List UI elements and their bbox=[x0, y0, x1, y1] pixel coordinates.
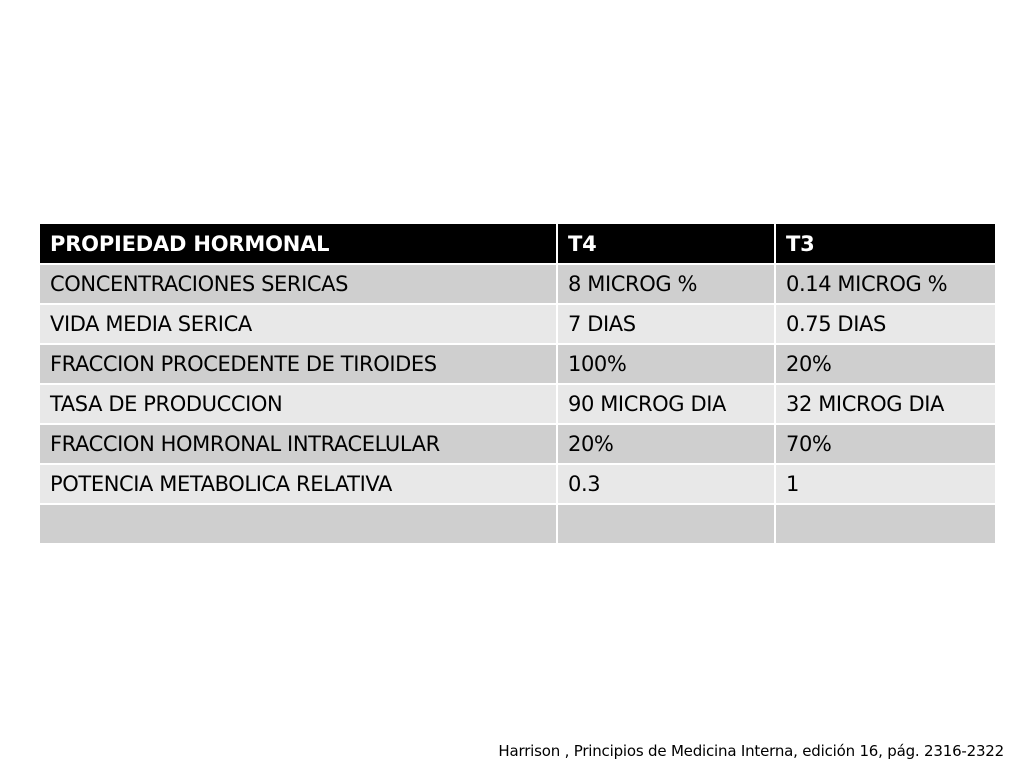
citation-text: Harrison , Principios de Medicina Interna, edición 16, pág. 2316-2322 bbox=[498, 742, 1004, 760]
header-t3: T3 bbox=[775, 224, 995, 264]
header-property: PROPIEDAD HORMONAL bbox=[40, 224, 557, 264]
table-header-row bbox=[40, 224, 995, 264]
row-t3-value: 32 MICROG DIA bbox=[775, 384, 995, 424]
hormone-properties-table bbox=[40, 224, 995, 545]
row-t3-value: 1 bbox=[775, 464, 995, 504]
row-property: POTENCIA METABOLICA RELATIVA bbox=[40, 464, 557, 504]
row-property: CONCENTRACIONES SERICAS bbox=[40, 264, 557, 304]
table-row bbox=[40, 304, 995, 344]
row-property: FRACCION PROCEDENTE DE TIROIDES bbox=[40, 344, 557, 384]
row-t3-value: 20% bbox=[775, 344, 995, 384]
row-property: VIDA MEDIA SERICA bbox=[40, 304, 557, 344]
table-row bbox=[40, 264, 995, 304]
header-t4: T4 bbox=[557, 224, 775, 264]
row-t4-value: 90 MICROG DIA bbox=[557, 384, 775, 424]
row-t4-value: 100% bbox=[557, 344, 775, 384]
row-t4-value: 0.3 bbox=[557, 464, 775, 504]
row-t3-value: 0.75 DIAS bbox=[775, 304, 995, 344]
row-t3-value: 0.14 MICROG % bbox=[775, 264, 995, 304]
row-t4-value: 20% bbox=[557, 424, 775, 464]
row-t4-value: 7 DIAS bbox=[557, 304, 775, 344]
row-t3-value: 70% bbox=[775, 424, 995, 464]
table-row bbox=[40, 384, 995, 424]
row-property: TASA DE PRODUCCION bbox=[40, 384, 557, 424]
table-row bbox=[40, 424, 995, 464]
table-row bbox=[40, 464, 995, 504]
table-row bbox=[40, 344, 995, 384]
row-t4-value: 8 MICROG % bbox=[557, 264, 775, 304]
row-t4-value bbox=[557, 504, 775, 544]
table-row-empty bbox=[40, 504, 995, 544]
row-property bbox=[40, 504, 557, 544]
row-property: FRACCION HOMRONAL INTRACELULAR bbox=[40, 424, 557, 464]
row-t3-value bbox=[775, 504, 995, 544]
